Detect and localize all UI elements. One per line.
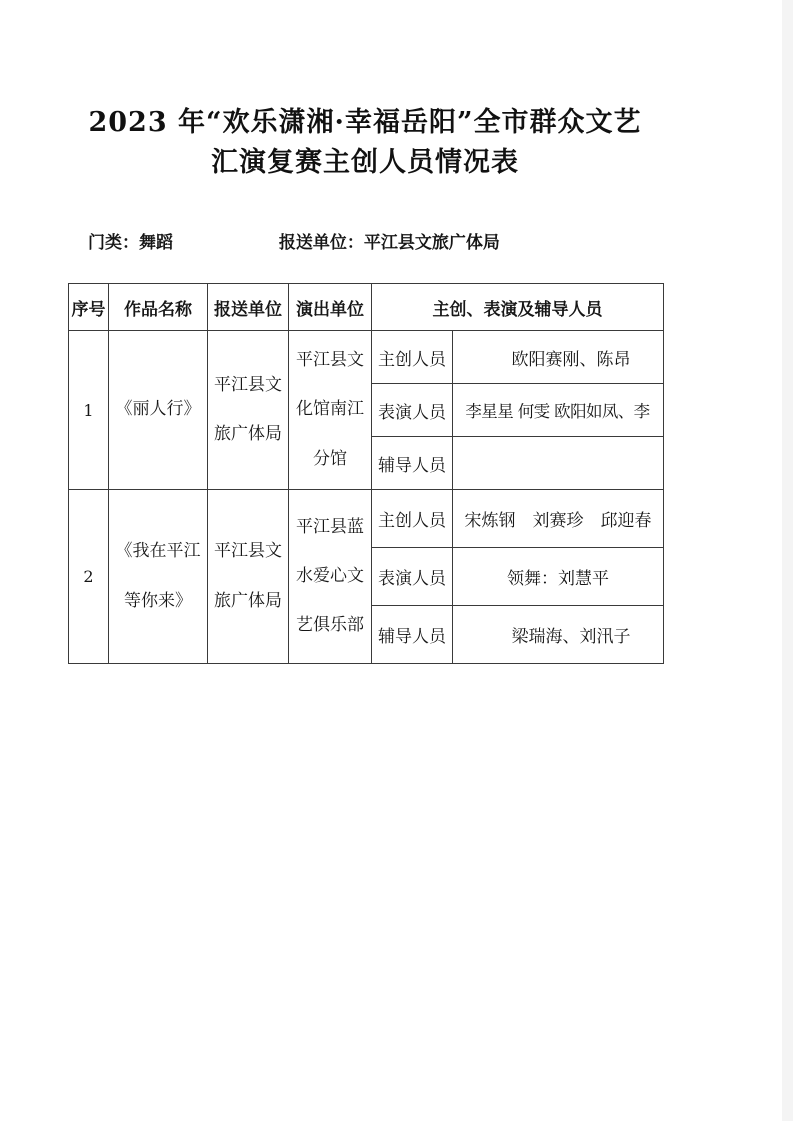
personnel-table bbox=[68, 283, 664, 664]
cell-seq-1: 1 bbox=[69, 331, 109, 490]
col-header-submit-unit: 报送单位 bbox=[208, 284, 289, 331]
cell-perform-unit-1: 平江县文化馆南江分馆 bbox=[289, 331, 372, 490]
cell-seq-2: 2 bbox=[69, 490, 109, 664]
col-header-seq: 序号 bbox=[69, 284, 109, 331]
title-line-2: 汇演复赛主创人员情况表 bbox=[211, 147, 519, 178]
cell-role-creator-1: 主创人员 bbox=[372, 331, 453, 384]
cell-role-performer-2: 表演人员 bbox=[372, 548, 453, 606]
document-title bbox=[0, 103, 730, 183]
cell-work-title-1: 《丽人行》 bbox=[109, 331, 208, 490]
table-header-row bbox=[69, 284, 664, 331]
col-header-work-title: 作品名称 bbox=[109, 284, 208, 331]
cell-names-performer-1: 李星星 何雯 欧阳如凤、李 bbox=[453, 384, 664, 437]
cell-names-tutor-2: 梁瑞海、刘汛子 bbox=[453, 606, 664, 664]
cell-submit-unit-1: 平江县文旅广体局 bbox=[208, 331, 289, 490]
cell-role-tutor-1: 辅导人员 bbox=[372, 437, 453, 490]
table-row-2 bbox=[69, 490, 664, 548]
meta-row bbox=[88, 228, 500, 253]
cell-role-performer-1: 表演人员 bbox=[372, 384, 453, 437]
cell-role-tutor-2: 辅导人员 bbox=[372, 606, 453, 664]
cell-perform-unit-2: 平江县蓝水爱心文艺俱乐部 bbox=[289, 490, 372, 664]
cell-names-creator-1: 欧阳赛刚、陈昂 bbox=[453, 331, 664, 384]
title-line-1: 2023 年“欢乐潇湘·幸福岳阳”全市群众文艺 bbox=[88, 107, 642, 138]
col-header-perform-unit: 演出单位 bbox=[289, 284, 372, 331]
table-row-1 bbox=[69, 331, 664, 384]
cell-names-creator-2: 宋炼钢 刘赛珍 邱迎春 bbox=[453, 490, 664, 548]
submit-unit-field: 报送单位：平江县文旅广体局 bbox=[278, 233, 500, 253]
cell-role-creator-2: 主创人员 bbox=[372, 490, 453, 548]
category-field: 门类：舞蹈 bbox=[88, 233, 173, 253]
col-header-personnel: 主创、表演及辅导人员 bbox=[372, 284, 664, 331]
cell-names-tutor-1 bbox=[453, 437, 664, 490]
cell-names-performer-2: 领舞：刘慧平 bbox=[453, 548, 664, 606]
cell-submit-unit-2: 平江县文旅广体局 bbox=[208, 490, 289, 664]
cell-work-title-2: 《我在平江等你来》 bbox=[109, 490, 208, 664]
